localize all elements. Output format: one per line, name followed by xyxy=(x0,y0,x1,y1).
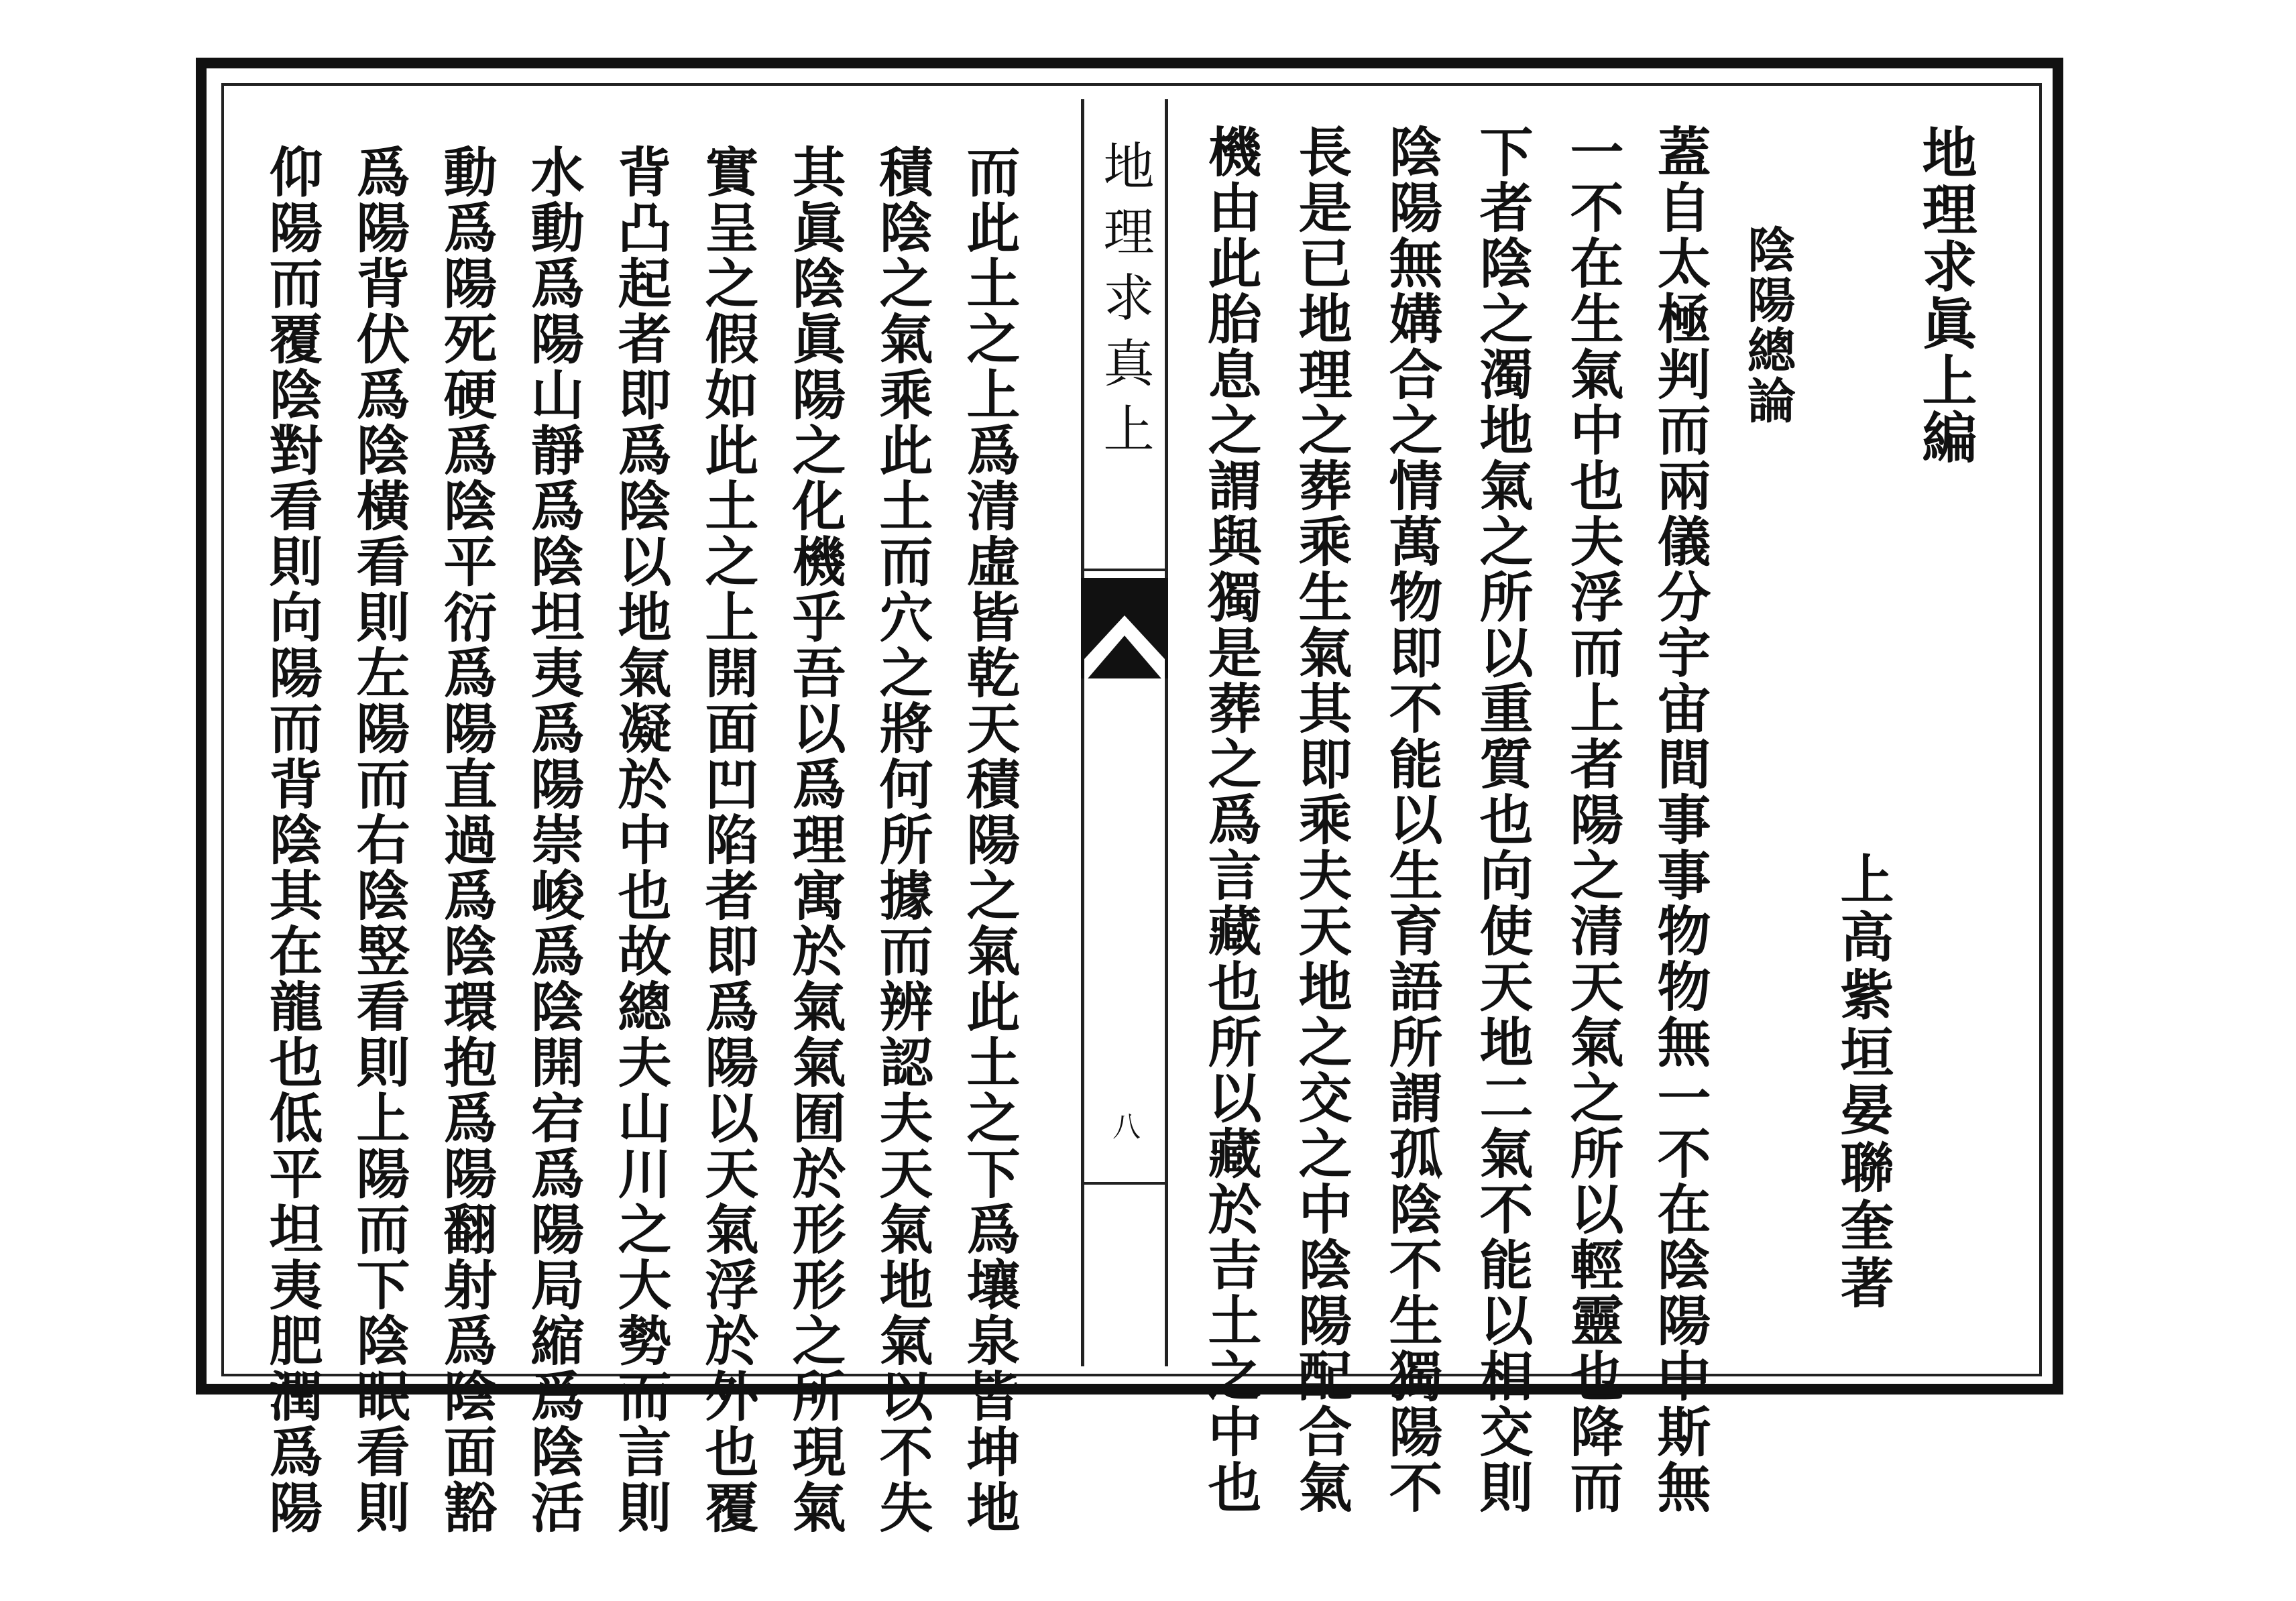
page-number: 八 xyxy=(1108,1112,1141,1140)
text-column: 背凸起者即爲陰以地氣凝於中也故總夫山川之大勢而言則 xyxy=(609,144,672,1535)
text-column: 蓋自太極判而兩儀分宇宙間事事物物無一不在陰陽中斯無 xyxy=(1648,124,1711,1515)
fishtail-chevron-icon xyxy=(1084,609,1165,683)
text-column: 積陰之氣乘此土而穴之將何所據而辨認夫天氣地氣以不失 xyxy=(870,144,933,1535)
spine-upper-divider xyxy=(1081,569,1168,571)
text-column: 下者陰之濁地氣之所以重質也向使天地二氣不能以相交則 xyxy=(1471,124,1534,1515)
section-heading: 陰陽總論 xyxy=(1739,225,1796,426)
text-column: 水動爲陽山靜爲陰坦夷爲陽崇峻爲陰開宕爲陽局縮爲陰活 xyxy=(522,144,585,1535)
text-column: 其眞陰眞陽之化機乎吾以爲理寓於氣氣囿於形形之所現氣 xyxy=(783,144,846,1535)
text-column: 一不在生氣中也夫浮而上者陽之清天氣之所以輕靈也降而 xyxy=(1561,124,1624,1515)
text-column: 而此土之上爲清虛皆乾天積陽之氣此土之下爲壤泉皆坤地 xyxy=(958,144,1021,1535)
text-column: 動爲陽死硬爲陰平衍爲陽直過爲陰環抱爲陽翻射爲陰面豁 xyxy=(435,144,498,1535)
page-spine xyxy=(1081,99,1168,1366)
text-column: 實呈之假如此土之上開面凹陷者即爲陽以天氣浮於外也覆 xyxy=(696,144,759,1535)
text-column: 長是已地理之葬乘生氣其即乘夫天地之交之中陰陽配合氣 xyxy=(1289,124,1353,1515)
text-column: 機由此胎息之謂與獨是葬之爲言藏也所以藏於吉土之中也 xyxy=(1199,124,1262,1515)
text-column: 陰陽無媾合之情萬物即不能以生育語所謂孤陰不生獨陽不 xyxy=(1380,124,1443,1515)
book-title: 地理求眞上編 xyxy=(1913,124,1977,466)
text-column: 仰陽而覆陰對看則向陽而背陰其在龍也低平坦夷肥潤爲陽 xyxy=(260,144,323,1535)
author-line: 上高紫垣晏聯奎著 xyxy=(1831,851,1894,1313)
spine-title: 地理求真上 xyxy=(1095,139,1155,468)
text-column: 爲陽背伏爲陰橫看則左陽而右陰竪看則上陽而下陰眠看則 xyxy=(347,144,410,1535)
spine-lower-divider xyxy=(1081,1182,1168,1185)
